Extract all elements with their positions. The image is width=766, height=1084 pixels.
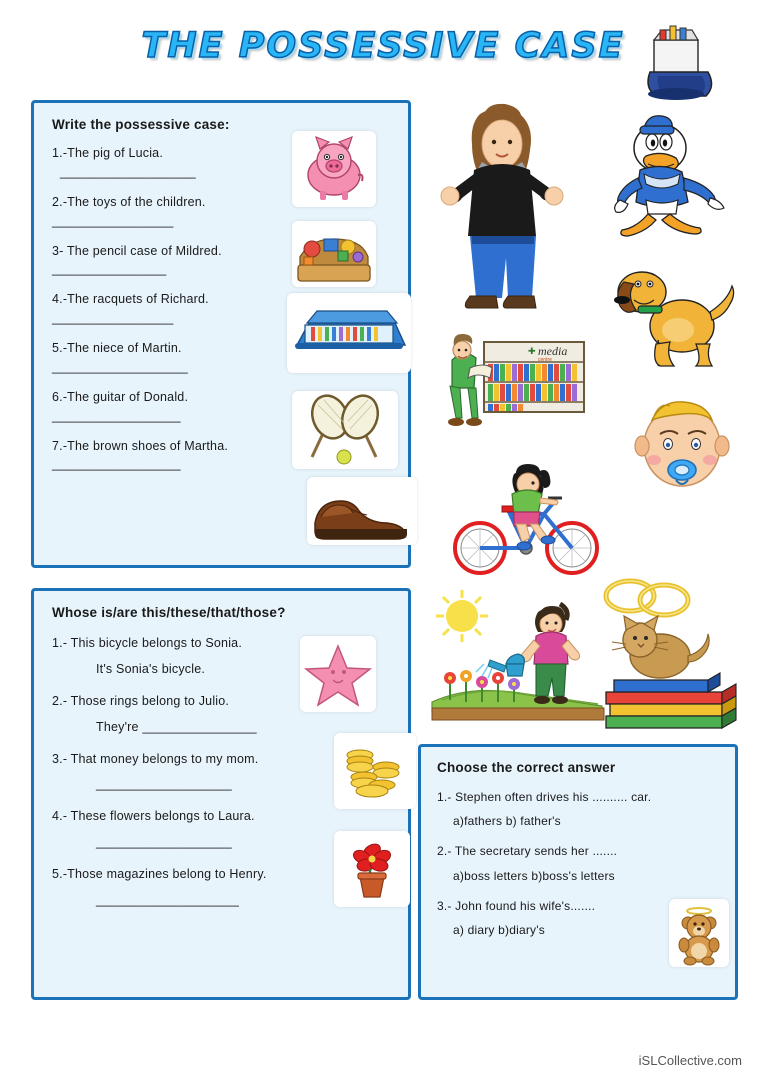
exercise-3-prompt-3: 3.- John found his wife's....... [437, 898, 596, 913]
bookshelf-icon [430, 330, 590, 440]
exercise-2-answer-2[interactable]: They're ________________ [96, 719, 257, 734]
woman-waving-icon [428, 100, 578, 330]
exercise-1-prompt-1: 1.-The pig of Lucia. [52, 146, 164, 160]
exercise-2-prompt-2: 2.- Those rings belong to Julio. [52, 693, 230, 708]
pluto-dog-icon [608, 252, 738, 372]
exercise-1-prompt-3: 3- The pencil case of Mildred. [52, 243, 222, 258]
flower-pot-thumbnail [334, 831, 410, 907]
shoes-thumbnail [307, 477, 417, 545]
source-watermark: iSLCollective.com [638, 1053, 742, 1068]
exercise-2-box [31, 588, 411, 1000]
teddy-bear-thumbnail [669, 899, 729, 967]
exercise-2-answer-3[interactable]: ___________________ [96, 777, 232, 792]
exercise-3-options-2[interactable]: a)boss letters b)boss's letters [453, 868, 615, 883]
toys-thumbnail [292, 221, 376, 287]
donald-duck-icon [600, 112, 740, 252]
exercise-3-options-3[interactable]: a) diary b)diary's [453, 922, 545, 937]
exercise-3-box [418, 744, 738, 1000]
page-title: THE POSSESSIVE CASE [141, 26, 625, 66]
pencil-case-thumbnail [287, 293, 411, 373]
exercise-3-prompt-1: 1.- Stephen often drives his .......... car. [437, 790, 652, 804]
svg-text:media: media [538, 344, 568, 358]
starfish-thumbnail [300, 636, 376, 712]
racquets-thumbnail [292, 391, 398, 469]
exercise-1-prompt-4: 4.-The racquets of Richard. [52, 292, 209, 307]
exercise-1-answer-3[interactable]: ________________ [52, 262, 167, 277]
exercise-2-answer-4[interactable]: ___________________ [96, 835, 232, 850]
baby-face-icon [624, 390, 740, 500]
exercise-2-prompt-3: 3.- That money belongs to my mom. [52, 751, 259, 766]
exercise-2-answer-1: It's Sonia's bicycle. [96, 661, 206, 676]
exercise-1-answer-7[interactable]: __________________ [52, 457, 181, 472]
girl-watering-flowers-icon [432, 590, 612, 730]
pig-thumbnail [292, 131, 376, 207]
exercise-1-heading: Write the possessive case: [52, 117, 230, 132]
exercise-1-prompt-6: 6.-The guitar of Donald. [52, 389, 189, 404]
exercise-2-prompt-1: 1.- This bicycle belongs to Sonia. [52, 636, 243, 650]
svg-text:✚: ✚ [528, 346, 536, 356]
exercise-3-heading: Choose the correct answer [437, 760, 616, 775]
exercise-2-heading: Whose is/are this/these/that/those? [52, 605, 286, 620]
cat-on-books-icon [596, 604, 746, 734]
exercise-2-answer-5[interactable]: ____________________ [96, 892, 240, 907]
backpack-icon [624, 22, 734, 102]
girl-on-bicycle-icon [444, 456, 614, 581]
exercise-1-answer-5[interactable]: ___________________ [52, 359, 188, 374]
exercise-1-answer-2[interactable]: _________________ [52, 213, 174, 228]
exercise-2-prompt-5: 5.-Those magazines belong to Henry. [52, 867, 267, 881]
exercise-1-box [31, 100, 411, 568]
exercise-3-prompt-2: 2.- The secretary sends her ....... [437, 844, 618, 859]
exercise-1-prompt-2: 2.-The toys of the children. [52, 194, 206, 209]
exercise-2-prompt-4: 4.- These flowers belongs to Laura. [52, 809, 255, 824]
exercise-3-options-1[interactable]: a)fathers b) father's [453, 814, 561, 829]
exercise-1-answer-1[interactable]: ___________________ [60, 164, 196, 179]
exercise-1-prompt-5: 5.-The niece of Martin. [52, 341, 182, 355]
exercise-1-answer-6[interactable]: __________________ [52, 408, 181, 423]
exercise-1-answer-4[interactable]: _________________ [52, 311, 174, 326]
exercise-1-prompt-7: 7.-The brown shoes of Martha. [52, 438, 229, 453]
coins-thumbnail [334, 733, 416, 809]
svg-text:centre: centre [538, 357, 552, 363]
